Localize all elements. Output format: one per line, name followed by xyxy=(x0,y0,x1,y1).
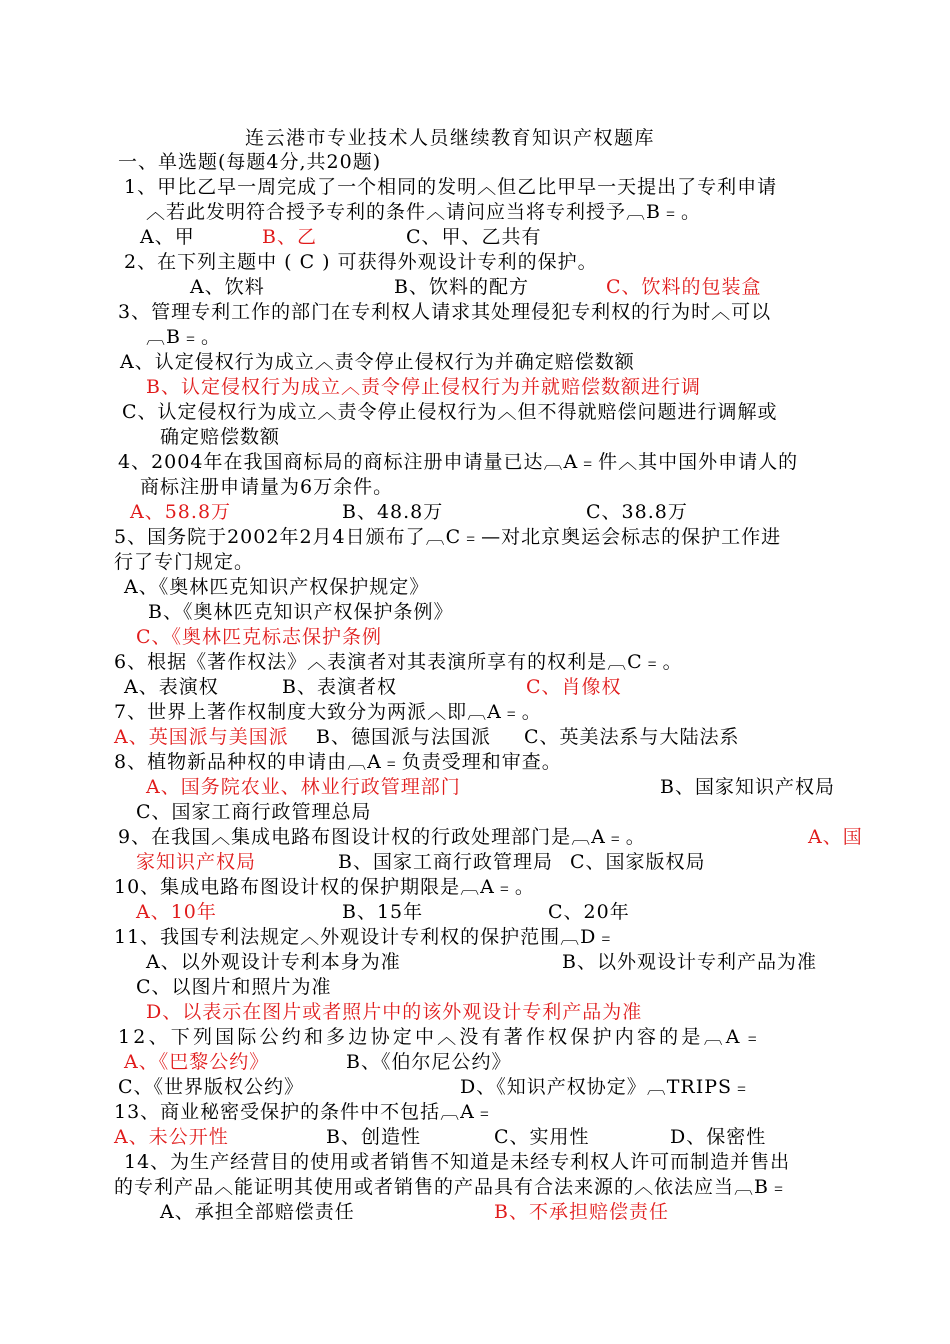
question-11-option-c: C、以图片和照片为准 xyxy=(136,976,332,998)
question-12-option-b: B、《伯尔尼公约》 xyxy=(346,1051,512,1073)
question-5-option-b: B、《奥林匹克知识产权保护条例》 xyxy=(148,601,454,623)
question-5-option-c-answer: C、《奥林匹克标志保护条例 xyxy=(136,626,383,648)
question-6-option-b: B、表演者权 xyxy=(282,676,397,698)
question-9-option-c: C、国家版权局 xyxy=(570,851,706,873)
question-6-text: 6、根据《著作权法》︿表演者对其表演所享有的权利是︹C﹦。 xyxy=(114,651,683,673)
question-11-option-b: B、以外观设计专利产品为准 xyxy=(562,951,817,973)
question-10-option-a-answer: A、10年 xyxy=(136,901,217,923)
question-1-text: 1、甲比乙早一周完成了一个相同的发明︿但乙比甲早一天提出了专利申请 xyxy=(124,176,778,198)
question-3-option-c-cont: 确定赔偿数额 xyxy=(160,426,281,448)
question-9-option-a-answer-cont: 家知识产权局 xyxy=(136,851,257,873)
question-5-option-a: A、《奥林匹克知识产权保护规定》 xyxy=(124,576,430,598)
question-11-text: 11、我国专利法规定︿外观设计专利权的保护范围︹D﹦ xyxy=(114,926,617,948)
question-2-option-b: B、饮料的配方 xyxy=(394,276,529,298)
question-8-text: 8、植物新品种权的申请由︹A﹦负责受理和审查。 xyxy=(114,751,562,773)
question-10-text: 10、集成电路布图设计权的保护期限是︹A﹦。 xyxy=(114,876,535,898)
question-5-text: 5、国务院于2002年2月4日颁布了︹C﹦—对北京奥运会标志的保护工作进 xyxy=(114,526,782,548)
question-9-option-b: B、国家工商行政管理局 xyxy=(338,851,553,873)
question-14-option-b-answer: B、不承担赔偿责任 xyxy=(494,1201,669,1223)
question-4-text-cont: 商标注册申请量为6万余件。 xyxy=(140,476,394,498)
question-10-option-b: B、15年 xyxy=(342,901,424,923)
question-7-text: 7、世界上著作权制度大致分为两派︿即︹A﹦。 xyxy=(114,701,542,723)
question-13-option-c: C、实用性 xyxy=(494,1126,590,1148)
question-6-option-c-answer: C、肖像权 xyxy=(526,676,622,698)
question-12-option-c: C、《世界版权公约》 xyxy=(118,1076,305,1098)
question-9-text: 9、在我国︿集成电路布图设计权的行政处理部门是︹A﹦。 xyxy=(118,826,646,848)
question-2-option-a: A、饮料 xyxy=(190,276,265,298)
question-1-option-b-answer: B、乙 xyxy=(262,226,317,248)
question-10-option-c: C、20年 xyxy=(548,901,630,923)
question-7-option-b: B、德国派与法国派 xyxy=(316,726,491,748)
question-12-option-a-answer: A、《巴黎公约》 xyxy=(124,1051,270,1073)
question-1-text-cont: ︿若此发明符合授予专利的条件︿请问应当将专利授予︹B﹦。 xyxy=(146,201,701,223)
question-11-option-d-answer: D、以表示在图片或者照片中的该外观设计专利产品为准 xyxy=(146,1001,643,1023)
question-2-option-c-answer: C、饮料的包装盒 xyxy=(606,276,762,298)
question-8-option-a-answer: A、国务院农业、林业行政管理部门 xyxy=(146,776,461,798)
question-14-text-cont: 的专利产品︿能证明其使用或者销售的产品具有合法来源的︿依法应当︹B﹦ xyxy=(114,1176,789,1198)
question-3-option-a: A、认定侵权行为成立︿责令停止侵权行为并确定赔偿数额 xyxy=(120,351,635,373)
question-12-option-d: D、《知识产权协定》︹TRIPS﹦ xyxy=(460,1076,753,1098)
question-7-option-c: C、英美法系与大陆法系 xyxy=(524,726,740,748)
question-3-option-c: C、认定侵权行为成立︿责令停止侵权行为︿但不得就赔偿问题进行调解或 xyxy=(122,401,778,423)
question-13-option-a-answer: A、未公开性 xyxy=(114,1126,229,1148)
question-13-text: 13、商业秘密受保护的条件中不包括︹A﹦ xyxy=(114,1101,495,1123)
question-13-option-d: D、保密性 xyxy=(670,1126,767,1148)
question-3-text: 3、管理专利工作的部门在专利权人请求其处理侵犯专利权的行为时︿可以 xyxy=(118,301,772,323)
question-8-option-c: C、国家工商行政管理总局 xyxy=(136,801,372,823)
question-3-option-b-answer: B、认定侵权行为成立︿责令停止侵权行为并就赔偿数额进行调 xyxy=(146,376,701,398)
question-1-option-c: C、甲、乙共有 xyxy=(406,226,542,248)
question-14-text: 14、为生产经营目的使用或者销售不知道是未经专利权人许可而制造并售出 xyxy=(124,1151,791,1173)
question-11-option-a: A、以外观设计专利本身为准 xyxy=(146,951,401,973)
question-13-option-b: B、创造性 xyxy=(326,1126,421,1148)
question-6-option-a: A、表演权 xyxy=(124,676,219,698)
question-2-text: 2、在下列主题中 ( C ) 可获得外观设计专利的保护。 xyxy=(124,251,598,273)
question-14-option-a: A、承担全部赔偿责任 xyxy=(160,1201,355,1223)
question-4-option-c: C、38.8万 xyxy=(586,501,688,523)
question-8-option-b: B、国家知识产权局 xyxy=(660,776,835,798)
question-1-option-a: A、甲 xyxy=(140,226,195,248)
question-9-option-a-answer: A、国 xyxy=(808,826,863,848)
page-title: 连云港市专业技术人员继续教育知识产权题库 xyxy=(245,127,656,149)
question-5-text-cont: 行了专门规定。 xyxy=(114,551,255,573)
question-12-text: 12、下列国际公约和多边协定中︿没有著作权保护内容的是︹A﹦ xyxy=(118,1026,765,1048)
question-4-option-b: B、48.8万 xyxy=(342,501,444,523)
question-3-text-cont: ︹B﹦。 xyxy=(146,326,221,348)
question-4-text: 4、2004年在我国商标局的商标注册申请量已达︹A﹦件︿其中国外申请人的 xyxy=(118,451,799,473)
question-7-option-a-answer: A、英国派与美国派 xyxy=(114,726,289,748)
question-4-option-a-answer: A、58.8万 xyxy=(130,501,232,523)
section-heading: 一、单选题(每题4分,共20题) xyxy=(118,151,382,173)
